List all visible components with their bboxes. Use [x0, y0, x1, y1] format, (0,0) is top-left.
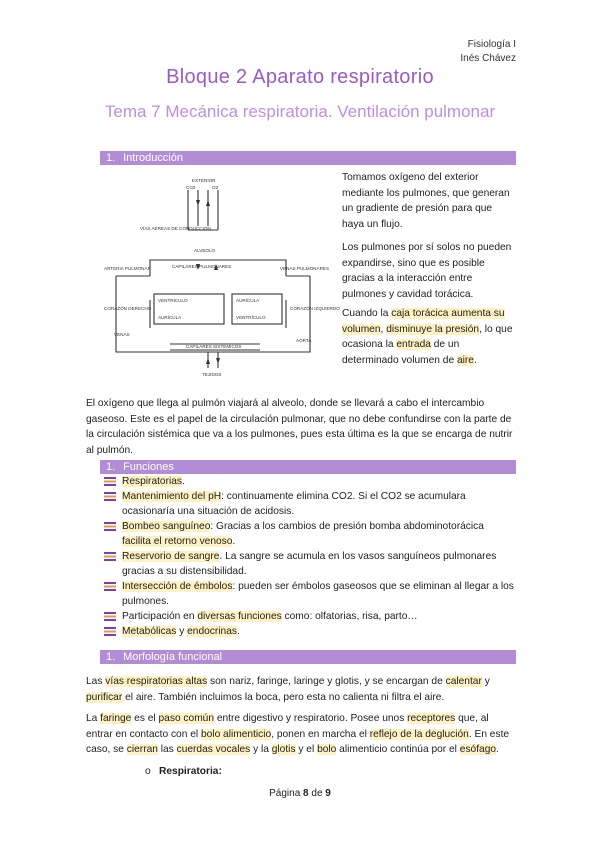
list-item: Metabólicas y endocrinas.: [104, 624, 514, 639]
section-label: Morfología funcional: [123, 651, 223, 663]
intro-paragraph-3: Cuando la caja torácica aumenta su volumen, disminuye la presión, lo que ocasiona la entrada de un determinado volumen de aire.: [342, 308, 513, 366]
diagram-label-auricula-izq: AURÍCULA: [236, 298, 260, 303]
diagram-label-venas: VENAS: [114, 332, 130, 337]
section-morfologia-header: [100, 650, 516, 664]
page-footer: Página 8 de 9: [269, 788, 331, 799]
section-label: Funciones: [123, 461, 174, 473]
page-title: Bloque 2 Aparato respiratorio: [166, 66, 434, 88]
intro-paragraph-2: Los pulmones por sí solos no pueden expandirse, sino que es posible gracias a la interacción entre pulmones y cavidad torácica.: [342, 242, 512, 300]
list-item: Mantenimiento del pH: continuamente elimina CO2. Si el CO2 se acumulara ocasionaría una situación de acidosis.: [104, 489, 514, 519]
list-item: Participación en diversas funciones como: olfatorias, risa, parto…: [104, 609, 514, 624]
diagram-label-exterior: EXTERIOR: [192, 178, 216, 183]
diagram-label-vias: VÍAS AÉREAS DE CONDUCCIÓN: [140, 226, 211, 231]
morfologia-paragraph-1: Las vías respiratorias altas son nariz, faringe, laringe y glotis, y se encargan de calentar y purificar el aire. También incluimos la boca, pero esta no calienta ni filtra el aire.: [86, 676, 490, 703]
bullet-icon: [104, 477, 116, 486]
page-header: [460, 38, 516, 66]
diagram-label-ventriculo: VENTRÍCULO: [158, 298, 188, 303]
current-page: 8: [303, 788, 309, 799]
list-item: Bombeo sanguíneo: Gracias a los cambios de presión bomba abdominotorácica facilita el retorno venoso.: [104, 519, 514, 549]
intro-paragraph-4: El oxígeno que llega al pulmón viajará al alveolo, donde se llevará a cabo el intercambio gaseoso. Este es el papel de la circulación pulmonar, que no debe confundirse con la parte de la circulación sistémica que va a los pulmones, pues esta última es la que se encarga de nutrir al pulmón.: [86, 398, 513, 456]
diagram-label-corazon-der: CORAZÓN DERECHO: [104, 306, 152, 311]
list-item: Intersección de émbolos: pueden ser émbolos gaseosos que se eliminan al llegar a los pulmones.: [104, 579, 514, 609]
sub-label: Respiratoria:: [159, 766, 222, 777]
author-name: Inés Chávez: [460, 53, 516, 64]
list-item: Respiratorias.: [104, 474, 514, 489]
diagram-label-capilares-pulm: CAPILARES PULMONARES: [172, 264, 232, 269]
morfologia-paragraph-2: La faringe es el paso común entre digestivo y respiratorio. Posee unos receptores que, al entrar en contacto con el bolo alimenticio, ponen en marcha el reflejo de la deglución. En este caso, se cierran las cuerdas vocales y la glotis y el bolo alimenticio continúa por el esófago.: [86, 713, 510, 755]
respiration-circulation-diagram: [100, 168, 340, 378]
bullet-icon: [104, 582, 116, 591]
diagram-label-alveolo: ALVEOLO: [194, 248, 216, 253]
course-name: Fisiología I: [467, 39, 516, 50]
diagram-label-o2-in: O2: [212, 185, 219, 190]
section-intro-header: [100, 151, 516, 165]
section-funciones-header: [100, 460, 516, 474]
sub-bullet-marker: o: [145, 766, 151, 777]
diagram-label-corazon-izq: CORAZÓN IZQUIERDO: [290, 306, 340, 311]
section-number: 1.: [106, 152, 116, 164]
diagram-label-auricula-der: AURÍCULA: [158, 315, 182, 320]
bullet-icon: [104, 612, 116, 621]
diagram-label-aorta: AORTA: [296, 338, 312, 343]
diagram-label-ventriculo-izq: VENTRÍCULO: [236, 315, 266, 320]
total-pages: 9: [325, 788, 331, 799]
bullet-icon: [104, 552, 116, 561]
page-subtitle: Tema 7 Mecánica respiratoria. Ventilación pulmonar: [104, 102, 496, 121]
list-item: Reservorio de sangre. La sangre se acumula en los vasos sanguíneos pulmonares gracias a su distensibilidad.: [104, 549, 514, 579]
respiratoria-subheading: [145, 766, 222, 777]
funciones-list: [104, 474, 514, 639]
bullet-icon: [104, 522, 116, 531]
section-number: 1.: [106, 651, 116, 663]
diagram-label-tejidos: TEJIDOS: [202, 372, 222, 377]
diagram-label-co2-out: CO2: [186, 185, 196, 190]
section-label: Introducción: [123, 152, 183, 164]
bullet-icon: [104, 627, 116, 636]
intro-paragraph-1: Tomamos oxígeno del exterior mediante los pulmones, que generan un gradiente de presión para que haya un flujo.: [342, 172, 510, 230]
bullet-icon: [104, 492, 116, 501]
diagram-label-capilares-sist: CAPILARES SISTÉMICOS: [186, 344, 242, 349]
diagram-label-venas-pulm: VENAS PULMONARES: [280, 266, 330, 271]
section-number: 1.: [106, 461, 116, 473]
diagram-label-arteria-pulm: ARTERIA PULMONAR: [104, 266, 151, 271]
